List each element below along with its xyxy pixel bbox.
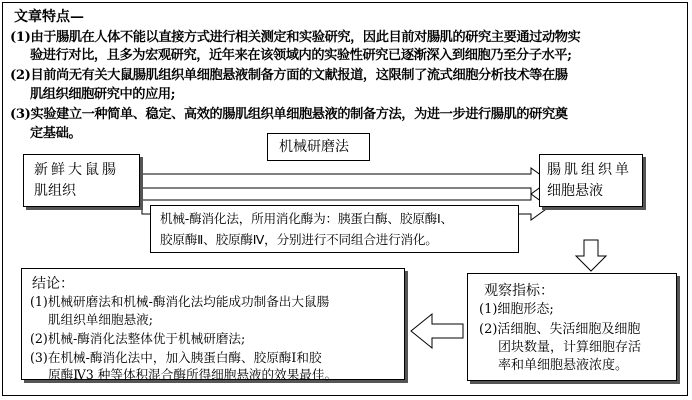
mechanical-method-box <box>267 133 370 161</box>
conclusion-1-line-1: (1)机械研磨法和机械-酶消化法均能成功制备出大鼠腸 <box>30 294 330 309</box>
target-line-1: 腸肌组织单 <box>547 162 632 178</box>
enzymatic-line-1: 机械-酶消化法，所用消化酶为：胰蛋白酶、胶原酶Ⅰ、 <box>160 211 453 226</box>
source-box <box>23 154 140 207</box>
features-title: 文章特点— <box>14 9 84 25</box>
observation-item-2-line-1: (2)活细胞、失活细胞及细胞 <box>479 322 641 337</box>
observation-item-1: (1)细胞形态; <box>479 302 554 317</box>
conclusion-2: (2)机械-酶消化法整体优于机械研磨法; <box>30 331 246 346</box>
enzymatic-method-box <box>150 205 519 253</box>
feature-1-line-1: (1)由于腸肌在人体不能以直接方式进行相关测定和实验研究，因此目前对腸肌的研究主要通过动物实 <box>10 30 581 45</box>
conclusion-title: 结论： <box>32 276 74 292</box>
observation-item-2-line-2: 团块数量，计算细胞存活 <box>498 340 642 355</box>
feature-2-line-2: 肌组织细胞研究中的应用; <box>30 87 176 102</box>
conclusion-3-line-2: 原酶Ⅳ3 种等体积混合酶所得细胞悬液的效果最佳。 <box>48 367 338 382</box>
source-line-1: 新鲜大鼠腸 <box>34 162 119 178</box>
conclusion-1-line-2: 肌组织单细胞悬液; <box>48 312 153 327</box>
arrow-left <box>411 314 463 348</box>
observation-item-2-line-3: 率和单细胞悬液浓度。 <box>498 358 629 373</box>
source-line-2: 肌组织 <box>34 183 76 199</box>
arrow-mechanical <box>142 168 549 194</box>
arrow-down <box>576 240 606 271</box>
feature-2-line-1: (2)目前尚无有关大鼠腸肌组织单细胞悬液制备方面的文献报道，这限制了流式细胞分析技术等在腸 <box>10 68 568 83</box>
target-line-2: 细胞悬液 <box>547 183 603 199</box>
conclusion-3-line-1: (3)在机械-酶消化法中，加入胰蛋白酶、胶原酶Ⅰ和胶 <box>30 350 322 365</box>
feature-3-line-2: 定基础。 <box>30 126 82 141</box>
target-box <box>539 154 643 207</box>
feature-3-line-1: (3)实验建立一种简单、稳定、高效的腸肌组织单细胞悬液的制备方法，为进一步进行腸肌的研究奠 <box>10 107 568 122</box>
observation-box <box>467 273 677 381</box>
feature-1-line-2: 验进行对比，且多为宏观研究，近年来在该领域内的实验性研究已逐渐深入到细胞乃至分子水平; <box>30 48 572 63</box>
enzymatic-line-2: 胶原酶Ⅱ、胶原酶Ⅳ，分别进行不同组合进行消化。 <box>160 232 438 247</box>
conclusion-box <box>21 268 405 380</box>
mechanical-method-label: 机械研磨法 <box>279 139 349 155</box>
observation-title: 观察指标： <box>484 283 554 299</box>
